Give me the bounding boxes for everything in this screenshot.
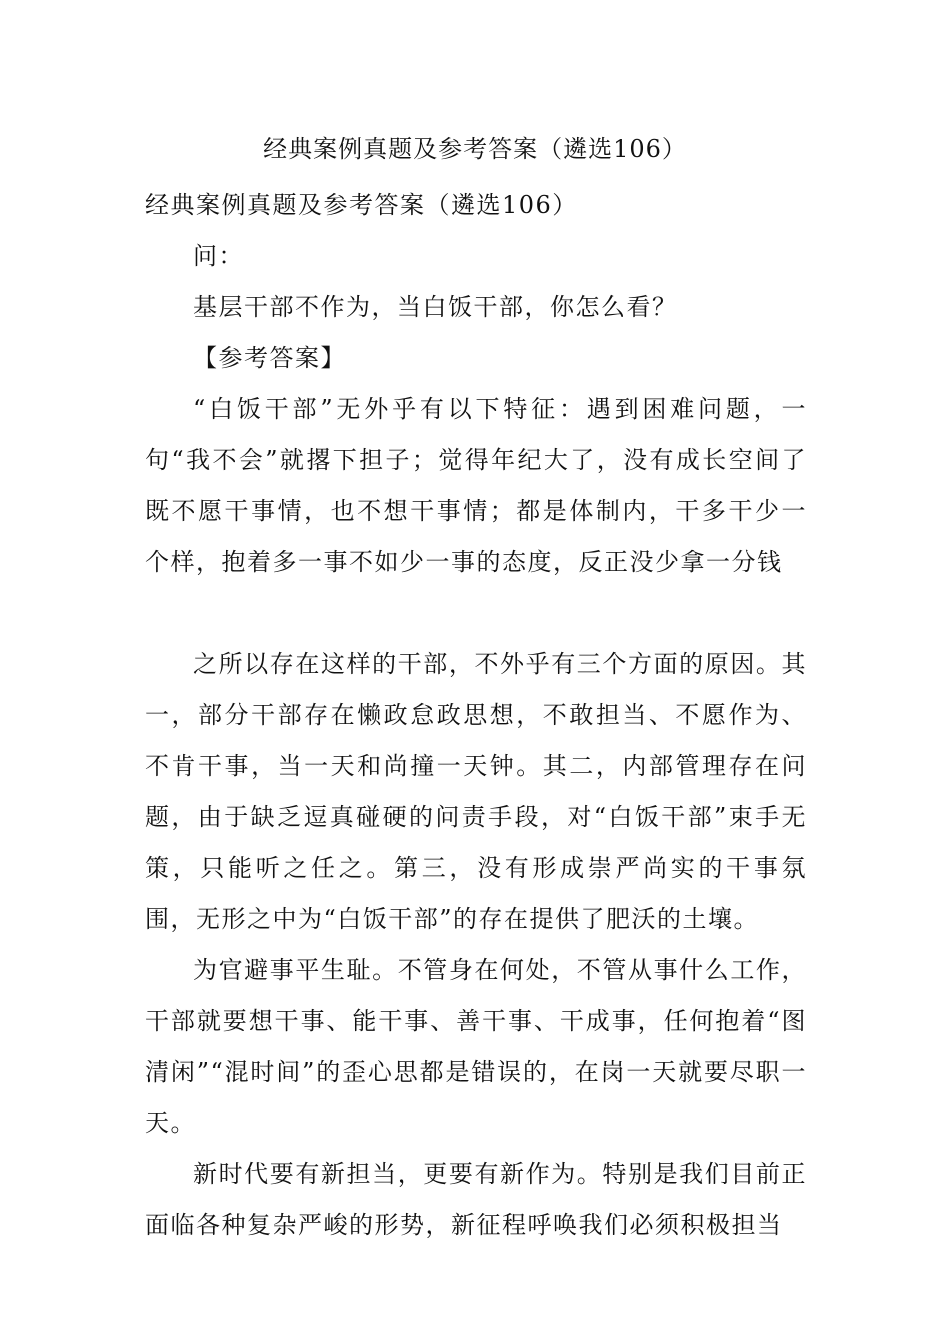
document-subtitle: 经典案例真题及参考答案（遴选106） bbox=[145, 191, 578, 219]
answer-paragraph-2: 之所以存在这样的干部，不外乎有三个方面的原因。其一，部分干部存在懒政怠政思想，不敢担当、不愿作为、不肯干事，当一天和尚撞一天钟。其二，内部管理存在问题，由于缺乏逗真碰硬的问责手段，对“白饭干部”束手无策，只能听之任之。第三，没有形成崇严尚实的干事氛围，无形之中为“白饭干部”的存在提供了肥沃的土壤。 bbox=[145, 650, 807, 933]
question-label: 问： bbox=[193, 242, 244, 270]
answer-label: 【参考答案】 bbox=[193, 344, 346, 372]
question-text: 基层干部不作为，当白饭干部，你怎么看？ bbox=[193, 293, 678, 321]
answer-paragraph-1: “白饭干部”无外乎有以下特征：遇到困难问题，一句“我不会”就撂下担子；觉得年纪大了，没有成长空间了既不愿干事情，也不想干事情；都是体制内，干多干少一个样，抱着多一事不如少一事的态度，反正没少拿一分钱 bbox=[145, 395, 807, 576]
document-body bbox=[145, 180, 807, 1251]
document-title: 经典案例真题及参考答案（遴选106） bbox=[263, 135, 687, 163]
paragraph-gap bbox=[145, 588, 807, 639]
answer-paragraph-4: 新时代要有新担当，更要有新作为。特别是我们目前正面临各种复杂严峻的形势，新征程呼唤我们必须积极担当 bbox=[145, 1160, 807, 1239]
answer-paragraph-3: 为官避事平生耻。不管身在何处，不管从事什么工作，干部就要想干事、能干事、善干事、干成事，任何抱着“图清闲”“混时间”的歪心思都是错误的，在岗一天就要尽职一天。 bbox=[145, 956, 807, 1137]
